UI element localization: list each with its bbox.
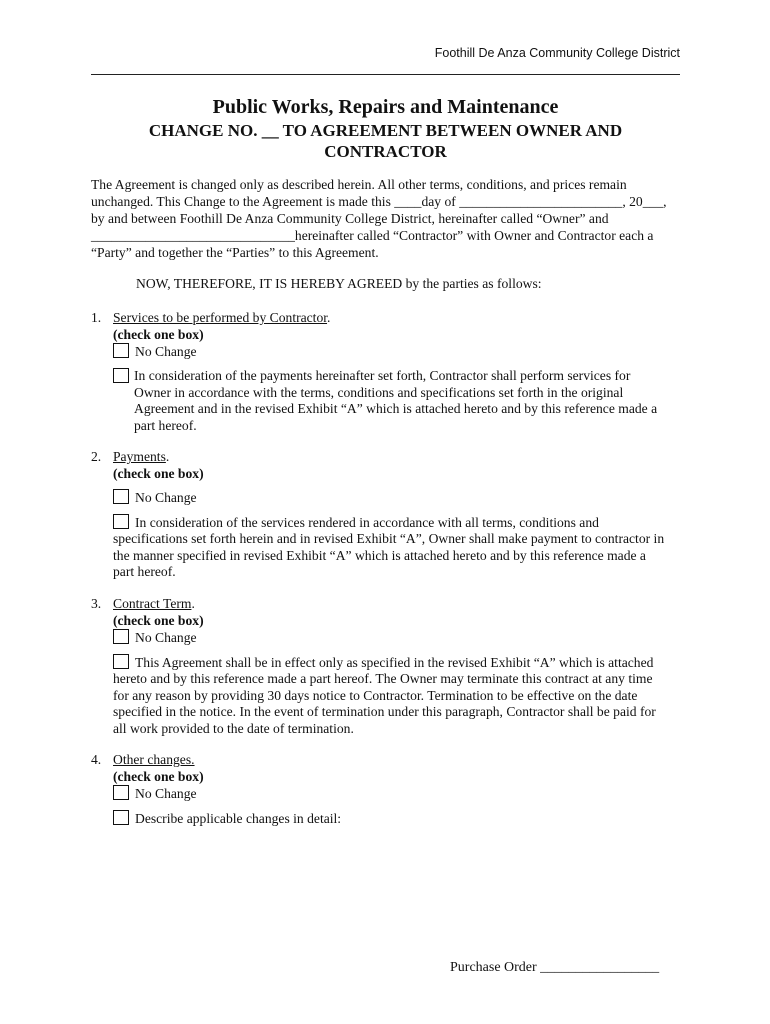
section-title-suffix: .: [327, 310, 331, 325]
check-one-label: (check one box): [113, 326, 204, 342]
district-header: Foothill De Anza Community College District: [434, 46, 680, 60]
section-number: 3.: [91, 596, 102, 611]
perform-services-checkbox[interactable]: [113, 368, 129, 383]
no-change-checkbox[interactable]: [113, 629, 129, 644]
option-text: [134, 368, 680, 434]
section-number: 1.: [91, 310, 102, 325]
purchase-order-field[interactable]: Purchase Order _________________: [450, 960, 660, 975]
intro-line: by and between Foothill De Anza Community College District, hereinafter called “Owner” and: [91, 211, 609, 226]
document-subtitle-line2: CONTRACTOR: [324, 142, 447, 161]
section-number: 4.: [91, 752, 102, 767]
option-line: for any reason by providing 30 days notice to Contractor. Termination to be effective on the date: [113, 687, 638, 703]
describe-changes-checkbox[interactable]: [113, 810, 129, 825]
option-line: part hereof.: [113, 564, 176, 579]
option-line: the manner specified in revised Exhibit “A” which is attached hereto and by this reference made a: [113, 547, 646, 563]
option-line: In consideration of the services rendered in accordance with all terms, conditions and: [135, 514, 599, 530]
section-title: Services to be performed by Contractor: [113, 310, 328, 325]
section-payments: [91, 449, 680, 581]
option-line: Owner in accordance with the terms, conditions and specifications set forth in the original: [134, 384, 624, 400]
no-change-checkbox[interactable]: [113, 343, 129, 358]
document-title: Public Works, Repairs and Maintenance: [212, 96, 559, 118]
section-services: [91, 310, 680, 434]
section-title-suffix: .: [165, 449, 170, 464]
intro-line: unchanged. This Change to the Agreement is made this ____day of ________________________, 20___,: [91, 194, 667, 209]
section-title: Payments: [113, 449, 166, 464]
intro-line: “Party” and together the “Parties” to this Agreement.: [91, 245, 379, 260]
no-change-label: No Change: [135, 344, 197, 359]
option-line: Agreement and in the revised Exhibit “A” which is attached hereto and by this reference made a: [134, 401, 658, 416]
title-block: [91, 94, 680, 162]
section-contract-term: [91, 596, 680, 737]
section-title: Contract Term: [113, 596, 192, 611]
section-number: 2.: [91, 449, 102, 464]
no-change-label: No Change: [135, 630, 197, 645]
option-line: all work provided to the date of termination.: [113, 720, 354, 736]
no-change-checkbox[interactable]: [113, 785, 129, 800]
no-change-checkbox[interactable]: [113, 489, 129, 504]
no-change-label: No Change: [135, 786, 197, 801]
intro-paragraph: [91, 176, 680, 261]
option-line: In consideration of the payments hereinafter set forth, Contractor shall perform services for: [134, 368, 631, 383]
therefore-clause: NOW, THEREFORE, IT IS HEREBY AGREED by the parties as follows:: [136, 276, 542, 291]
option-line: hereto and by this reference made a part hereof. The Owner may terminate this contract at any time: [113, 671, 653, 686]
payment-checkbox[interactable]: [113, 514, 129, 529]
intro-line: ______________________________hereinafter called “Contractor” with Owner and Contractor each a: [91, 228, 654, 243]
check-one-label: (check one box): [113, 768, 204, 784]
check-one-label: (check one box): [113, 465, 204, 481]
no-change-label: No Change: [135, 490, 197, 505]
document-subtitle-line1: CHANGE NO. __ TO AGREEMENT BETWEEN OWNER AND: [148, 121, 623, 140]
option-line: Describe applicable changes in detail:: [135, 810, 342, 826]
section-title-suffix: .: [191, 596, 195, 611]
option-line: part hereof.: [134, 417, 197, 433]
check-one-label: (check one box): [113, 612, 204, 628]
option-line: specifications set forth herein and in revised Exhibit “A”, Owner shall make payment to contractor in: [113, 531, 665, 546]
option-line: specified in the notice. In the event of termination under this paragraph, Contractor shall be paid for: [113, 704, 656, 719]
intro-line: The Agreement is changed only as described herein. All other terms, conditions, and prices remain: [91, 177, 627, 192]
section-other-changes: [91, 752, 680, 827]
section-title: Other changes.: [113, 752, 195, 767]
contract-term-checkbox[interactable]: [113, 654, 129, 669]
header-rule: [91, 74, 680, 75]
option-line: This Agreement shall be in effect only as specified in the revised Exhibit “A” which is attached: [135, 654, 654, 670]
